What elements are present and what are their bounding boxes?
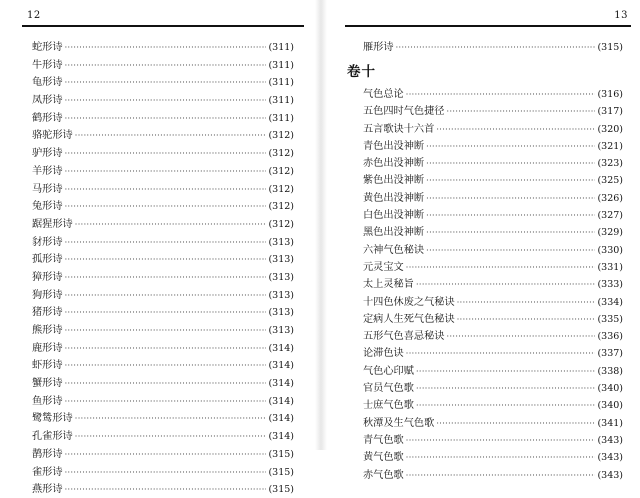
toc-dot-leader (406, 263, 596, 272)
toc-entry (32, 233, 294, 251)
toc-entry-title: 孔雀形诗 (32, 431, 73, 443)
toc-dot-leader (65, 78, 267, 87)
toc-entry (363, 327, 623, 344)
toc-entry-page: (337) (597, 348, 623, 360)
toc-dot-leader (426, 142, 595, 151)
toc-entry-page: (312) (268, 165, 294, 177)
toc-entry-page: (315) (268, 484, 294, 496)
toc-entry-page: (312) (268, 201, 294, 213)
toc-entry-title: 羊形诗 (32, 165, 63, 177)
toc-dot-leader (65, 344, 267, 353)
toc-entry-title: 猪形诗 (32, 307, 63, 319)
toc-dot-leader (447, 332, 596, 341)
toc-dot-leader (426, 159, 595, 168)
toc-entry-title: 五色四时气色捷径 (363, 106, 445, 118)
toc-dot-leader (396, 43, 596, 52)
toc-entry-title: 狗形诗 (32, 289, 63, 301)
toc-entry-page: (314) (268, 342, 294, 354)
toc-dot-leader (65, 326, 267, 335)
toc-entry-page: (338) (597, 365, 623, 377)
toc-entry-title: 蛇形诗 (32, 42, 63, 53)
toc-entry-page: (320) (597, 123, 623, 135)
toc-entry-page: (330) (597, 244, 623, 256)
right-page (327, 0, 640, 481)
toc-entry-page: (321) (597, 140, 623, 152)
toc-entry-page: (312) (268, 183, 294, 195)
toc-entry (363, 137, 623, 154)
toc-entry-page: (312) (268, 218, 294, 230)
toc-dot-leader (457, 315, 596, 324)
toc-entry-page: (317) (597, 106, 623, 118)
toc-entry-title: 青气色歌 (363, 434, 404, 446)
toc-entry-page: (312) (268, 148, 294, 160)
toc-entry (363, 154, 623, 171)
toc-dot-leader (436, 419, 595, 428)
toc-entry-page: (311) (268, 59, 294, 71)
toc-entry (32, 126, 294, 144)
toc-entry-title: 兔形诗 (32, 201, 63, 213)
toc-entry-title: 熊形诗 (32, 325, 63, 336)
toc-dot-leader (65, 308, 267, 317)
toc-entry-title: 鹤形诗 (32, 112, 63, 124)
toc-dot-leader (75, 220, 267, 229)
toc-entry-page: (311) (268, 112, 294, 124)
toc-dot-leader (65, 96, 267, 105)
toc-entry-title: 马形诗 (32, 183, 63, 195)
toc-entry-title: 赤色出没神断 (363, 158, 425, 170)
toc-entry-page: (323) (597, 158, 623, 170)
toc-entry (32, 250, 294, 268)
toc-entry (32, 268, 294, 286)
toc-dot-leader (416, 367, 596, 376)
toc-entry (32, 38, 294, 56)
toc-entry-page: (315) (268, 448, 294, 460)
toc-entry-title: 五言歌诀十六首 (363, 123, 435, 135)
toc-entry-page: (313) (268, 289, 294, 301)
section-title: 卷十 (347, 64, 376, 80)
toc-entry (363, 85, 623, 102)
toc-dot-leader (65, 361, 267, 370)
toc-dot-leader (65, 43, 267, 52)
toc-entry-title: 蟹形诗 (32, 378, 63, 390)
toc-entry-page: (331) (597, 261, 623, 273)
toc-dot-leader (426, 194, 595, 203)
toc-entry-title: 士庶气色歌 (363, 400, 414, 412)
toc-entry (363, 362, 623, 379)
toc-entry-page: (334) (597, 296, 623, 308)
toc-entry (32, 356, 294, 374)
toc-entry (32, 286, 294, 304)
toc-entry-page: (343) (597, 452, 623, 464)
toc-entry-page: (314) (268, 360, 294, 372)
toc-entry (32, 180, 294, 198)
toc-entry (32, 215, 294, 233)
toc-entry (32, 303, 294, 321)
toc-entry-title: 青色出没神断 (363, 140, 425, 152)
toc-entry-title: 紫色出没神断 (363, 175, 425, 187)
toc-entry-title: 虾形诗 (32, 360, 63, 372)
toc-entry (363, 206, 623, 223)
toc-entry-title: 太上灵秘旨 (363, 279, 414, 291)
toc-entry-title: 气色心印赋 (363, 365, 414, 377)
toc-entry-title: 十四色休废之气秘诀 (363, 296, 455, 308)
toc-dot-leader (457, 298, 596, 307)
right-toc-list (363, 85, 623, 483)
toc-entry-page: (343) (597, 469, 623, 481)
toc-entry-title: 五形气色喜忌秘诀 (363, 331, 445, 343)
toc-dot-leader (426, 176, 595, 185)
toc-dot-leader (75, 131, 267, 140)
toc-dot-leader (406, 471, 596, 480)
toc-entry (363, 448, 623, 465)
toc-entry-page: (313) (268, 271, 294, 283)
toc-entry-title: 骆驼形诗 (32, 130, 73, 142)
toc-entry-title: 鹭鸶形诗 (32, 413, 73, 425)
toc-entry-page: (311) (268, 95, 294, 107)
toc-entry-page: (315) (597, 42, 623, 53)
toc-dot-leader (65, 185, 267, 194)
toc-entry-title: 黑色出没神断 (363, 227, 425, 239)
toc-entry-title: 气色总论 (363, 89, 404, 100)
toc-dot-leader (65, 379, 267, 388)
toc-entry-page: (313) (268, 307, 294, 319)
toc-entry-page: (329) (597, 227, 623, 239)
toc-entry (363, 414, 623, 431)
toc-dot-leader (65, 397, 267, 406)
toc-entry-page: (314) (268, 431, 294, 443)
toc-dot-leader (75, 432, 267, 441)
left-header-rule (22, 25, 304, 27)
toc-entry-page: (313) (268, 325, 294, 336)
toc-dot-leader (406, 453, 596, 462)
toc-dot-leader (65, 149, 267, 158)
toc-entry-page: (340) (597, 400, 623, 412)
toc-entry (363, 466, 623, 483)
toc-entry-title: 元灵宝文 (363, 261, 404, 273)
toc-entry (32, 73, 294, 91)
toc-entry (363, 431, 623, 448)
toc-entry-title: 凤形诗 (32, 95, 63, 107)
toc-dot-leader (416, 401, 596, 410)
toc-dot-leader (65, 273, 267, 282)
toc-entry (363, 223, 623, 240)
toc-entry-page: (311) (268, 42, 294, 53)
toc-entry-title: 赤气色歌 (363, 469, 404, 481)
toc-entry (363, 171, 623, 188)
toc-entry-page: (315) (268, 466, 294, 478)
toc-entry-title: 孤形诗 (32, 254, 63, 266)
toc-entry-page: (313) (268, 254, 294, 266)
toc-dot-leader (65, 167, 267, 176)
toc-entry-title: 豺形诗 (32, 236, 63, 248)
toc-dot-leader (416, 384, 596, 393)
toc-entry-title: 黄气色歌 (363, 452, 404, 464)
toc-entry (32, 321, 294, 339)
toc-dot-leader (65, 485, 267, 494)
toc-dot-leader (426, 211, 595, 220)
toc-dot-leader (406, 436, 596, 445)
toc-entry (363, 275, 623, 292)
toc-entry (363, 293, 623, 310)
toc-entry (32, 392, 294, 410)
toc-entry-title: 鹊形诗 (32, 448, 63, 460)
toc-dot-leader (416, 280, 596, 289)
toc-entry (363, 344, 623, 361)
toc-entry-page: (335) (597, 313, 623, 325)
toc-entry (32, 445, 294, 463)
toc-entry (32, 162, 294, 180)
toc-entry-title: 鹿形诗 (32, 342, 63, 354)
toc-entry-title: 白色出没神断 (363, 210, 425, 222)
toc-dot-leader (65, 114, 267, 123)
toc-entry-page: (340) (597, 383, 623, 395)
toc-entry-title: 驴形诗 (32, 148, 63, 160)
toc-dot-leader (436, 125, 595, 134)
toc-entry (363, 102, 623, 119)
toc-dot-leader (65, 468, 267, 477)
toc-entry-page: (316) (597, 89, 623, 100)
toc-entry-title: 论滞色诀 (363, 348, 404, 360)
toc-entry-title: 燕形诗 (32, 484, 63, 496)
toc-entry-page: (327) (597, 210, 623, 222)
toc-entry-title: 鱼形诗 (32, 395, 63, 407)
toc-entry (32, 427, 294, 445)
toc-entry-page: (341) (597, 417, 623, 429)
toc-entry-title: 龟形诗 (32, 77, 63, 89)
toc-entry (32, 374, 294, 392)
toc-entry-title: 六神气色秘诀 (363, 244, 425, 256)
toc-entry-title: 牛形诗 (32, 59, 63, 71)
toc-entry (32, 197, 294, 215)
toc-entry-title: 黄色出没神断 (363, 192, 425, 204)
toc-dot-leader (65, 238, 267, 247)
left-page-number: 12 (27, 10, 41, 21)
toc-entry (363, 379, 623, 396)
left-toc-list (32, 38, 294, 498)
toc-entry (32, 91, 294, 109)
toc-entry-page: (314) (268, 378, 294, 390)
toc-dot-leader (426, 228, 595, 237)
toc-entry (363, 241, 623, 258)
toc-entry (32, 463, 294, 481)
toc-entry-page: (314) (268, 395, 294, 407)
toc-entry-title: 獐形诗 (32, 271, 63, 283)
book-gutter (315, 0, 327, 450)
toc-entry (32, 339, 294, 357)
right-carry-list (363, 38, 623, 56)
toc-entry-page: (343) (597, 434, 623, 446)
left-page (0, 0, 315, 496)
toc-entry-title: 雀形诗 (32, 466, 63, 478)
toc-entry-page: (336) (597, 331, 623, 343)
toc-entry (32, 409, 294, 427)
toc-entry-title: 官员气色歌 (363, 383, 414, 395)
toc-entry-page: (325) (597, 175, 623, 187)
toc-entry-page: (314) (268, 413, 294, 425)
toc-dot-leader (65, 450, 267, 459)
toc-dot-leader (65, 61, 267, 70)
toc-entry (363, 38, 623, 56)
toc-entry-page: (313) (268, 236, 294, 248)
toc-entry (363, 120, 623, 137)
toc-dot-leader (65, 255, 267, 264)
toc-entry-page: (312) (268, 130, 294, 142)
toc-entry (363, 310, 623, 327)
toc-entry-page: (326) (597, 192, 623, 204)
toc-entry (363, 189, 623, 206)
toc-dot-leader (65, 202, 267, 211)
toc-entry-title: 雁形诗 (363, 42, 394, 53)
toc-dot-leader (65, 291, 267, 300)
toc-entry-title: 踞猩形诗 (32, 218, 73, 230)
toc-entry (32, 144, 294, 162)
toc-dot-leader (426, 246, 595, 255)
toc-dot-leader (406, 349, 596, 358)
toc-entry (32, 480, 294, 498)
toc-entry-title: 定病人生死气色秘诀 (363, 313, 455, 325)
toc-entry-title: 秋潭及生气色歌 (363, 417, 435, 429)
toc-entry-page: (311) (268, 77, 294, 89)
right-page-number: 13 (614, 10, 628, 21)
toc-entry (363, 258, 623, 275)
toc-entry (32, 56, 294, 74)
toc-entry (363, 396, 623, 413)
toc-dot-leader (406, 90, 596, 99)
toc-dot-leader (75, 414, 267, 423)
toc-dot-leader (447, 107, 596, 116)
right-header-rule (345, 25, 631, 27)
toc-entry (32, 109, 294, 127)
toc-entry-page: (333) (597, 279, 623, 291)
